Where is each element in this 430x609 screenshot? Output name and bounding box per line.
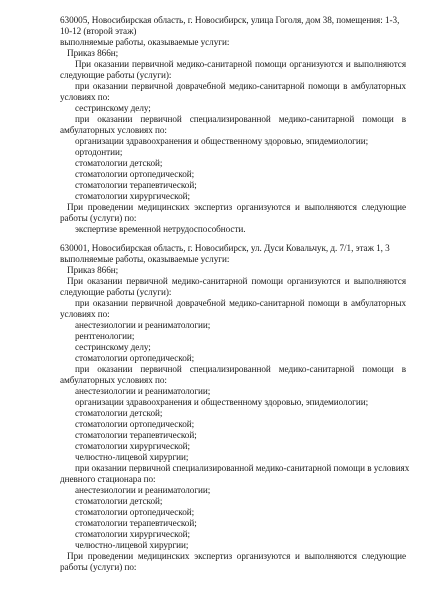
list-item: анестезиологии и реаниматологии; <box>75 485 211 495</box>
services-heading: выполняемые работы, оказываемые услуги: <box>60 37 230 47</box>
paragraph-line: При оказании первичной медико-санитарной помощи организуются и выполняются <box>67 276 406 286</box>
address-line: 630005, Новосибирская область, г. Новосибирск, улица Гоголя, дом 38, помещения: 1-3, <box>60 15 400 25</box>
paragraph-line: следующие работы (услуги): <box>60 70 172 80</box>
list-item: ортодонтии; <box>75 147 123 157</box>
list-item: стоматологии ортопедической; <box>75 169 195 179</box>
list-item: стоматологии детской; <box>75 408 163 418</box>
address-line: 630001, Новосибирская область, г. Новосибирск, ул. Дуси Ковальчук, д. 7/1, этаж 1, 3 <box>60 243 390 253</box>
paragraph-line: работы (услуги) по: <box>60 562 137 572</box>
list-item: организации здравоохранения и общественному здоровью, эпидемиологии; <box>75 397 369 407</box>
paragraph-line: при оказании первичной доврачебной медико-санитарной помощи в амбулаторных <box>75 81 406 91</box>
paragraph-line: при оказании первичной специализированной медико-санитарной помощи в <box>75 364 406 374</box>
order-reference: Приказ 866н; <box>67 48 119 58</box>
list-item: стоматологии детской; <box>75 158 163 168</box>
paragraph-line: При оказании первичной медико-санитарной помощи организуются и выполняются <box>75 59 406 69</box>
paragraph-line: При проведении медицинских экспертиз организуются и выполняются следующие <box>67 551 406 561</box>
list-item: челюстно-лицевой хирургии; <box>75 452 189 462</box>
list-item: экспертизе временной нетрудоспособности. <box>75 224 246 234</box>
list-item: анестезиологии и реаниматологии; <box>75 386 211 396</box>
list-item: стоматологии терапевтической; <box>75 180 197 190</box>
paragraph-line: следующие работы (услуги): <box>60 287 172 297</box>
list-item: стоматологии хирургической; <box>75 441 190 451</box>
list-item: челюстно-лицевой хирургии; <box>75 540 189 550</box>
paragraph-line: при оказании первичной специализированной медико-санитарной помощи в <box>75 114 406 124</box>
list-item: стоматологии терапевтической; <box>75 430 197 440</box>
paragraph-line: условиях по: <box>60 309 110 319</box>
list-item: стоматологии ортопедической; <box>75 353 195 363</box>
paragraph-line: условиях по: <box>60 92 110 102</box>
address-line: 10-12 (второй этаж) <box>60 26 137 36</box>
list-item: стоматологии терапевтической; <box>75 518 197 528</box>
services-heading: выполняемые работы, оказываемые услуги: <box>60 254 230 264</box>
list-item: стоматологии хирургической; <box>75 529 190 539</box>
paragraph-line: при оказании первичной доврачебной медико-санитарной помощи в амбулаторных <box>75 298 406 308</box>
list-item: стоматологии ортопедической; <box>75 507 195 517</box>
list-item: анестезиологии и реаниматологии; <box>75 320 211 330</box>
list-item: сестринскому делу; <box>75 342 151 352</box>
paragraph-line: дневного стационара по: <box>60 474 156 484</box>
list-item: сестринскому делу; <box>75 103 151 113</box>
list-item: рентгенологии; <box>75 331 135 341</box>
paragraph-line: работы (услуги) по: <box>60 213 137 223</box>
order-reference: Приказ 866н; <box>67 265 119 275</box>
list-item: стоматологии хирургической; <box>75 191 190 201</box>
list-item: стоматологии ортопедической; <box>75 419 195 429</box>
paragraph-line: амбулаторных условиях по: <box>60 125 167 135</box>
list-item: организации здравоохранения и общественному здоровью, эпидемиологии; <box>75 136 369 146</box>
paragraph-line: амбулаторных условиях по: <box>60 375 167 385</box>
paragraph-line: при оказании первичной специализированной медико-санитарной помощи в условиях <box>75 463 410 473</box>
list-item: стоматологии детской; <box>75 496 163 506</box>
paragraph-line: При проведении медицинских экспертиз организуются и выполняются следующие <box>67 202 406 212</box>
